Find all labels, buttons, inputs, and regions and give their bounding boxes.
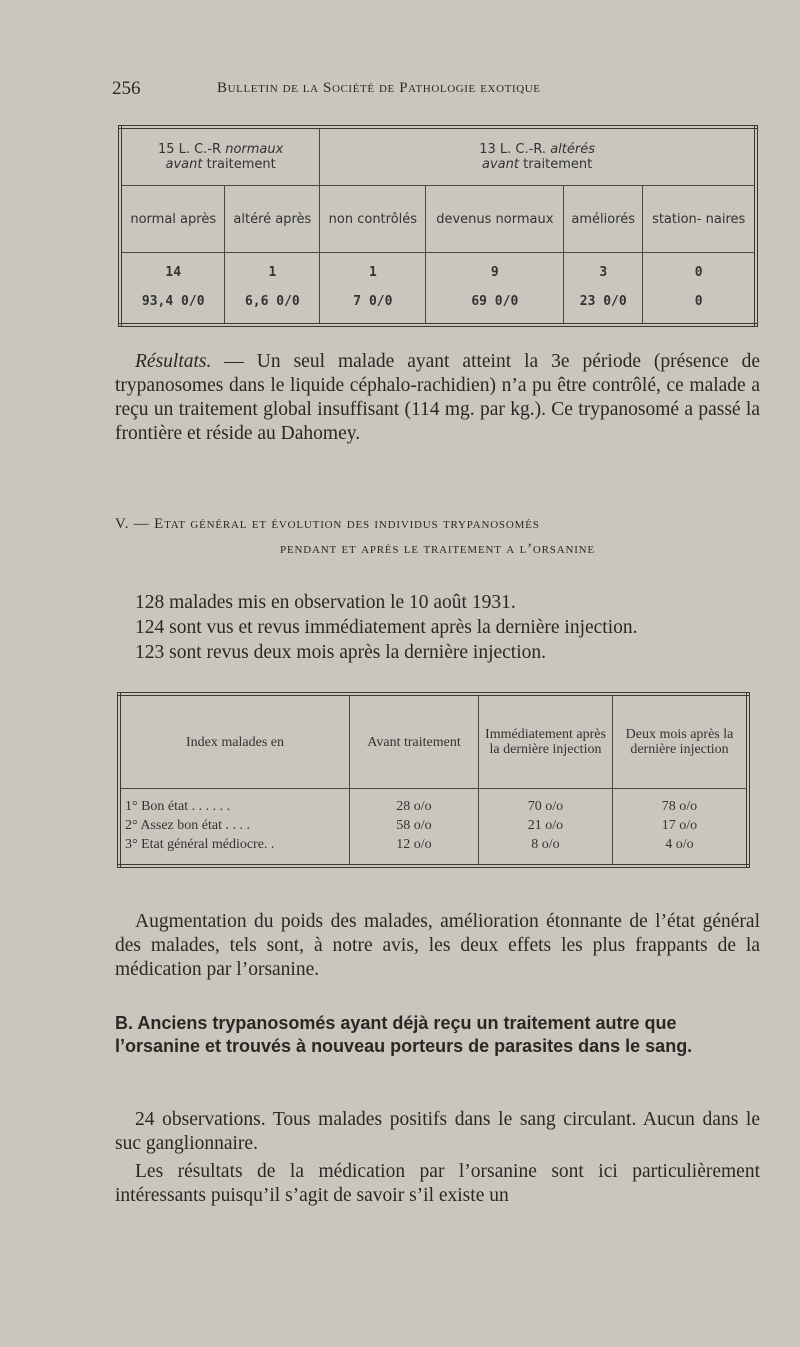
percent-cell: 7 0/0 [320, 285, 426, 325]
observation-line: 128 malades mis en observation le 10 août 1931. [135, 592, 516, 613]
percent-cell: 69 0/0 [426, 285, 564, 325]
section-v-heading [115, 512, 760, 562]
table2-row-label: 1° Bon état . . . . . . [125, 799, 231, 814]
table2-cell: 8 o/o [479, 835, 613, 866]
count-cell: 1 [225, 253, 320, 286]
resultats-text: — Un seul malade ayant atteint la 3e période (présence de trypanosomes dans le liquide céphalo-rachidien) n’a pu être contrôlé, ce malade a reçu un traitement global insuffisant (114 mg. par kg.). Ce trypanosomé a passé la frontière et réside au Dahomey. [115, 351, 760, 444]
final-paragraph: Les résultats de la médication par l’orsanine sont ici particulièrement intéressants puisqu’il s’agit de savoir s’il existe un [115, 1161, 760, 1206]
percent-cell: 23 0/0 [564, 285, 643, 325]
percent-cell: 93,4 0/0 [141, 293, 205, 309]
augmentation-paragraph: Augmentation du poids des malades, amélioration étonnante de l’état général des malades, tels sont, à notre avis, les deux effets les plus frappants de la médication par l’orsanine. [115, 911, 760, 980]
table2-cell: 12 o/o [350, 835, 479, 866]
col-header: station- naires [643, 186, 756, 253]
table2-cell: 4 o/o [613, 835, 749, 866]
table2-cell: 70 o/o [479, 789, 613, 817]
table2-header: Index malades en [119, 694, 350, 789]
page-header [112, 78, 762, 104]
observation-lines [135, 590, 755, 665]
section-v-line1: V. — Etat général et évolution des individus trypanosomés [115, 516, 540, 532]
table2-header: Immédiatement après la dernière injection [479, 694, 613, 789]
table2-row-label: 2° Assez bon état . . . . [125, 818, 250, 833]
table2-cell: 28 o/o [350, 789, 479, 817]
count-cell: 9 [426, 253, 564, 286]
page-number: 256 [112, 78, 141, 99]
col-header: non contrôlés [320, 186, 426, 253]
table2-header: Deux mois après la dernière injection [613, 694, 749, 789]
col-header: altéré après [225, 186, 320, 253]
count-cell: 3 [564, 253, 643, 286]
observations-paragraph: 24 observations. Tous malades positifs dans le sang circulant. Aucun dans le suc ganglionnaire. [115, 1109, 760, 1154]
resultats-label: Résultats. [135, 351, 212, 372]
results-table [118, 125, 758, 327]
resultats-paragraph [115, 350, 760, 446]
section-v-line2: pendant et après le traitement a l’orsanine [280, 541, 595, 557]
table2-cell: 58 o/o [350, 816, 479, 835]
count-cell: 0 [643, 253, 756, 286]
table2-header: Avant traitement [350, 694, 479, 789]
table2-row-label: 3° Etat général médiocre. . [125, 837, 275, 852]
table2-cell: 17 o/o [613, 816, 749, 835]
general-state-table [117, 692, 750, 868]
table1-group1-header: 15 L. C.-R normaux avant traitement [157, 142, 284, 172]
count-cell: 14 [165, 264, 182, 280]
table1-group2-header: 13 L. C.-R. altérés avant traitement [320, 127, 756, 186]
section-b-heading: B. Anciens trypanosomés ayant déjà reçu un traitement autre que l’orsanine et trouvés à nouveau porteurs de parasites dans le sang. [115, 1013, 693, 1056]
col-header: normal après [120, 186, 225, 253]
percent-cell: 0 [643, 285, 756, 325]
observation-line: 124 sont vus et revus immédiatement après la dernière injection. [135, 617, 638, 638]
col-header: améliorés [564, 186, 643, 253]
col-header: devenus normaux [426, 186, 564, 253]
table2-cell: 78 o/o [613, 789, 749, 817]
observation-line: 123 sont revus deux mois après la dernière injection. [135, 642, 547, 663]
running-title: Bulletin de la Société de Pathologie exotique [217, 80, 541, 96]
count-cell: 1 [320, 253, 426, 286]
table2-cell: 21 o/o [479, 816, 613, 835]
percent-cell: 6,6 0/0 [225, 285, 320, 325]
